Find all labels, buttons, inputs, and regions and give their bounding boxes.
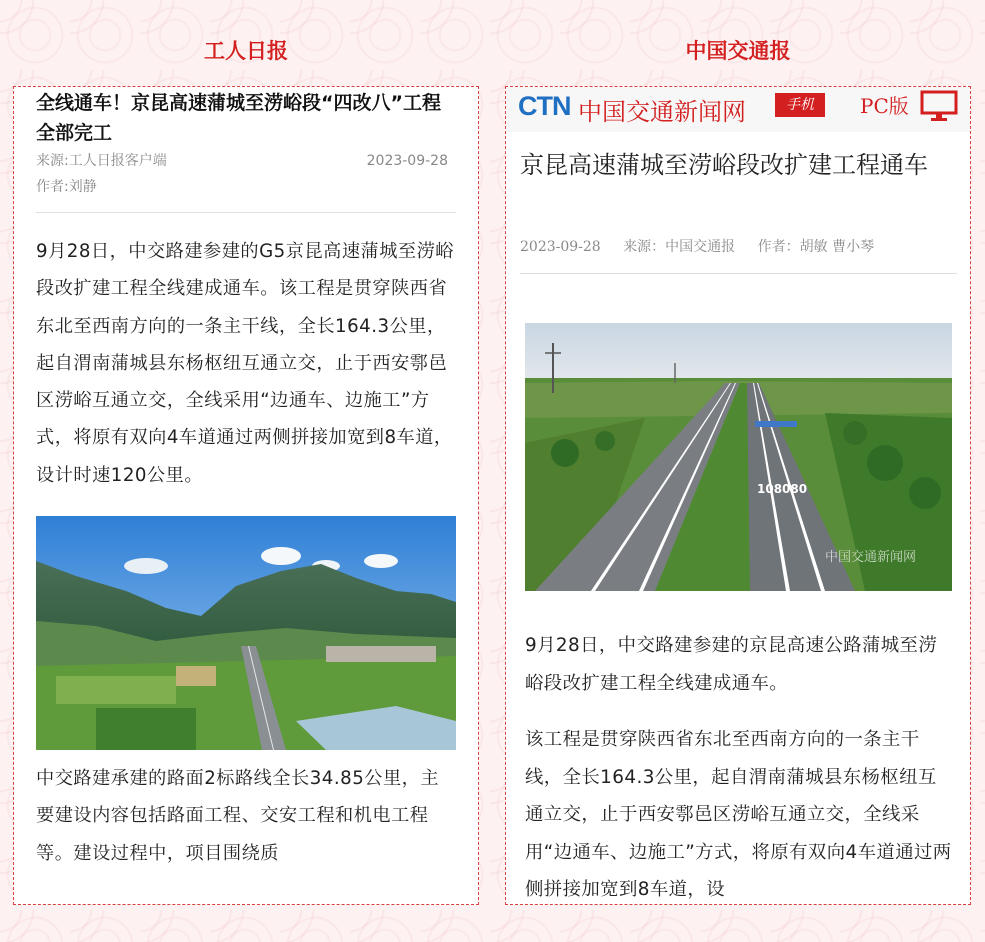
article-date: 2023-09-28 — [520, 239, 601, 255]
highway-aerial-photo — [525, 323, 952, 591]
left-source-title: 工人日报 — [204, 39, 288, 63]
ctn-logo[interactable]: CTN — [518, 91, 571, 121]
right-source-title: 中国交通报 — [685, 39, 791, 63]
china-transport-news-article-panel — [505, 86, 971, 905]
article-source-row — [36, 149, 456, 174]
road-marking-text: 108080 — [757, 482, 808, 496]
article-author: 作者:刘静 — [36, 179, 97, 195]
article-paragraph-2: 中交路建承建的路面2标路线全长34.85公里，主要建设内容包括路面工程、交安工程和机电工程等。建设过程中，项目围绕质 — [36, 768, 440, 864]
article-paragraph-1: 9月28日，中交路建参建的G5京昆高速蒲城至涝峪段改扩建工程全线建成通车。该工程是贯穿陕西省东北至西南方向的一条主干线，全长164.3公里，起自渭南蒲城县东杨枢纽互通立交，止于西安鄠邑区涝峪互通立交，全线采用“边通车、边施工”方式，将原有双向4车道通过两侧拼接加宽到8车道，设计时速120公里。 — [36, 241, 454, 486]
article-date: 2023-09-28 — [366, 153, 448, 169]
mountain-highway-photo — [36, 516, 456, 750]
site-header — [506, 87, 971, 132]
article-paragraph-2: 该工程是贯穿陕西省东北至西南方向的一条主干线，全长164.3公里，起自渭南蒲城县东杨枢纽互通立交，止于西安鄠邑区涝峪互通立交，全线采用“边通车、边施工”方式，将原有双向4车道通过两侧拼接加宽到8车道，设 — [525, 729, 952, 900]
monitor-icon[interactable] — [920, 90, 958, 122]
article-paragraph-1: 9月28日，中交路建参建的京昆高速公路蒲城至涝峪段改扩建工程全线建成通车。 — [525, 635, 938, 694]
article-source: 来源：中国交通报 — [623, 239, 736, 255]
image-watermark: 中国交通新闻网 — [825, 550, 917, 565]
article-meta-row — [520, 236, 892, 256]
site-name[interactable]: 中国交通新闻网 — [578, 98, 746, 126]
workers-daily-article-panel — [13, 86, 479, 905]
pc-version-link[interactable]: PC版 — [860, 94, 909, 118]
article-headline: 京昆高速蒲城至涝峪段改扩建工程通车 — [520, 151, 928, 179]
divider — [36, 212, 456, 213]
article-source: 来源:工人日报客户端 — [36, 153, 167, 169]
article-headline: 全线通车！京昆高速蒲城至涝峪段“四改八”工程全部完工 — [36, 92, 441, 144]
divider — [520, 273, 957, 274]
mobile-version-button[interactable]: 手机 — [775, 93, 825, 117]
article-author: 作者：胡敏 曹小琴 — [757, 239, 875, 255]
